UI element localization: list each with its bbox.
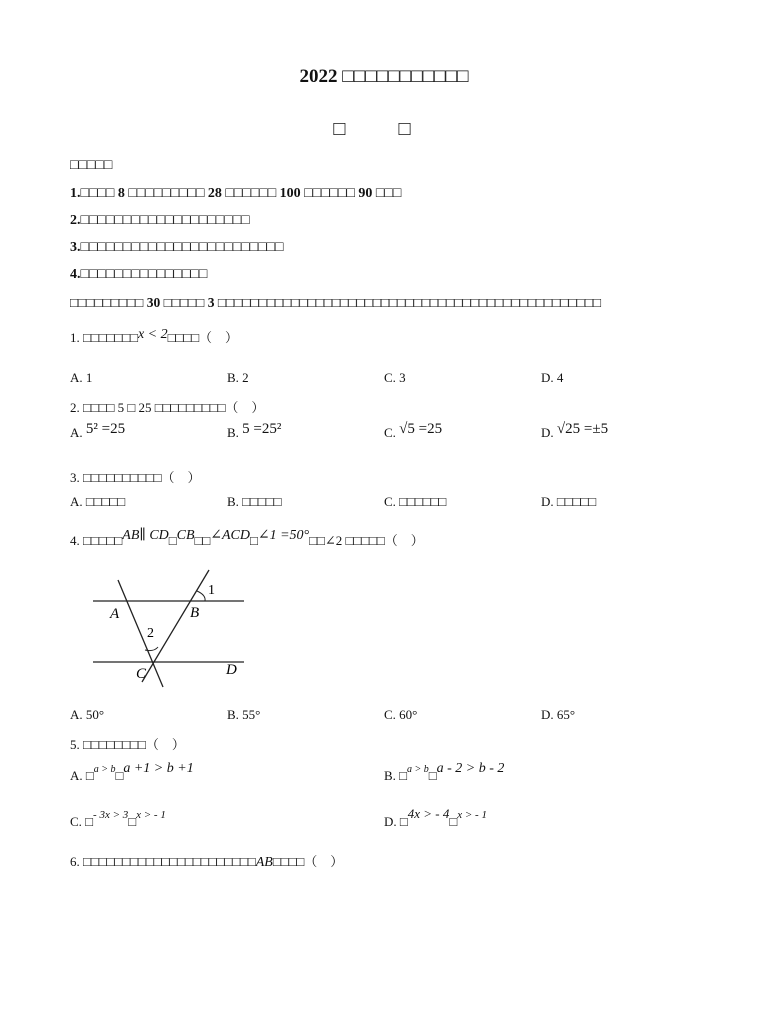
question-1-text: 1. □□□□□□□ <box>70 330 138 345</box>
q2-option-c-letter: C. <box>384 425 396 440</box>
q1-option-a[interactable]: A. 1 <box>70 370 93 385</box>
notice-item-4: 4.□□□□□□□□□□□□□□□ <box>70 267 208 282</box>
q5-option-d-letter: D. □ <box>384 814 408 829</box>
section-one-heading: □□□□□□□□□ 30 □□□□□ 3 □□□□□□□□□□□□□□□□□□□□□□□□□□□□□□□□□□□□□□□□□□□□□□□ <box>70 295 602 310</box>
q5-option-a[interactable] <box>70 760 194 783</box>
angle-1-arc <box>197 591 205 601</box>
q5-option-b-letter: B. □ <box>384 768 408 783</box>
question-4-math-cb: CB <box>176 528 195 543</box>
q2-option-a-expr: 5² =25 <box>85 421 126 437</box>
q5-option-c-sep: □ <box>128 814 137 829</box>
q5-option-c-letter: C. □ <box>70 814 94 829</box>
question-1-text-end: □□□□（ ） <box>167 330 239 345</box>
exam-subject: □ □ <box>333 118 435 140</box>
exam-title: 2022 □□□□□□□□□□□ <box>299 66 469 87</box>
question-4-math-parallel: AB∥ CD <box>122 528 169 543</box>
q2-option-d-expr: √25 =±5 <box>556 421 609 437</box>
question-4-text-2: □ <box>168 533 177 548</box>
question-1 <box>70 327 238 347</box>
question-6-text-end: □□□□（ ） <box>272 854 344 869</box>
notice-heading: □□□□□ <box>70 158 113 173</box>
label-b: B <box>190 605 200 621</box>
q5-option-a-sep: □ <box>115 768 124 783</box>
q5-option-c[interactable] <box>70 806 166 829</box>
notice-item-1: 1.□□□□ 8 □□□□□□□□□ 28 □□□□□□ 100 □□□□□□ 90 □□□ <box>70 186 402 201</box>
question-6 <box>70 851 343 871</box>
q2-option-a-letter: A. <box>70 425 83 440</box>
question-4-text: 4. □□□□□ <box>70 533 123 548</box>
question-3: 3. □□□□□□□□□□（ ） <box>70 470 201 485</box>
q3-option-d[interactable]: D. □□□□□ <box>541 494 597 509</box>
q4-option-c[interactable]: C. 60° <box>384 707 418 722</box>
notice-item-2: 2.□□□□□□□□□□□□□□□□□□□□ <box>70 213 250 228</box>
label-angle-1: 1 <box>208 583 215 598</box>
q4-option-d[interactable]: D. 65° <box>541 707 576 722</box>
q5-option-d[interactable] <box>384 806 487 829</box>
question-6-math: AB <box>255 855 273 870</box>
label-angle-2: 2 <box>147 626 154 641</box>
q5-option-c-result: x > - 1 <box>136 809 166 821</box>
q5-option-b-condition: a > b <box>407 764 429 775</box>
q4-option-a[interactable]: A. 50° <box>70 707 105 722</box>
q1-option-c[interactable]: C. 3 <box>384 370 406 385</box>
question-1-math: x < 2 <box>137 327 168 342</box>
q4-option-b[interactable]: B. 55° <box>227 707 261 722</box>
question-2: 2. □□□□ 5 □ 25 □□□□□□□□□（ ） <box>70 400 265 415</box>
q5-option-d-sep: □ <box>449 814 458 829</box>
question-4-text-5: □□∠2 □□□□□（ ） <box>309 533 424 548</box>
question-4-math-angle-1: ∠1 =50° <box>257 528 310 543</box>
q2-option-b[interactable] <box>227 421 282 442</box>
question-4-math-angle-acd: ∠ACD <box>210 528 250 543</box>
parallel-lines-figure <box>88 565 258 690</box>
q5-option-a-letter: A. □ <box>70 768 94 783</box>
q5-option-a-condition: a > b <box>93 764 116 775</box>
q1-option-b[interactable]: B. 2 <box>227 370 249 385</box>
label-c: C <box>136 666 147 682</box>
question-5: 5. □□□□□□□□（ ） <box>70 737 185 752</box>
label-a: A <box>110 606 120 622</box>
q2-option-b-letter: B. <box>227 425 239 440</box>
q2-option-c[interactable] <box>384 421 443 442</box>
q2-option-d[interactable] <box>541 421 609 442</box>
q3-option-b[interactable]: B. □□□□□ <box>227 494 282 509</box>
q3-option-a[interactable]: A. □□□□□ <box>70 494 126 509</box>
notice-item-3: 3.□□□□□□□□□□□□□□□□□□□□□□□□ <box>70 240 284 255</box>
q2-option-a[interactable] <box>70 421 126 442</box>
question-4 <box>70 530 424 550</box>
q5-option-d-condition: 4x > - 4 <box>407 806 450 821</box>
q5-option-b-sep: □ <box>428 768 437 783</box>
q2-option-c-expr: √5 =25 <box>399 421 443 437</box>
q2-option-d-letter: D. <box>541 425 554 440</box>
q3-option-c[interactable]: C. □□□□□□ <box>384 494 447 509</box>
q2-option-b-expr: 5 =25² <box>242 421 282 437</box>
question-4-text-4: □ <box>250 533 258 548</box>
q5-option-c-condition: - 3x > 3 <box>93 809 129 821</box>
q1-option-d[interactable]: D. 4 <box>541 370 564 385</box>
label-d: D <box>226 662 237 678</box>
question-6-text: 6. □□□□□□□□□□□□□□□□□□□□□□ <box>70 854 256 869</box>
question-4-text-3: □□ <box>194 533 211 548</box>
q5-option-d-result: x > - 1 <box>457 809 487 821</box>
q5-option-b[interactable] <box>384 760 505 783</box>
q5-option-b-result: a - 2 > b - 2 <box>436 761 505 776</box>
q5-option-a-result: a +1 > b +1 <box>123 761 194 776</box>
